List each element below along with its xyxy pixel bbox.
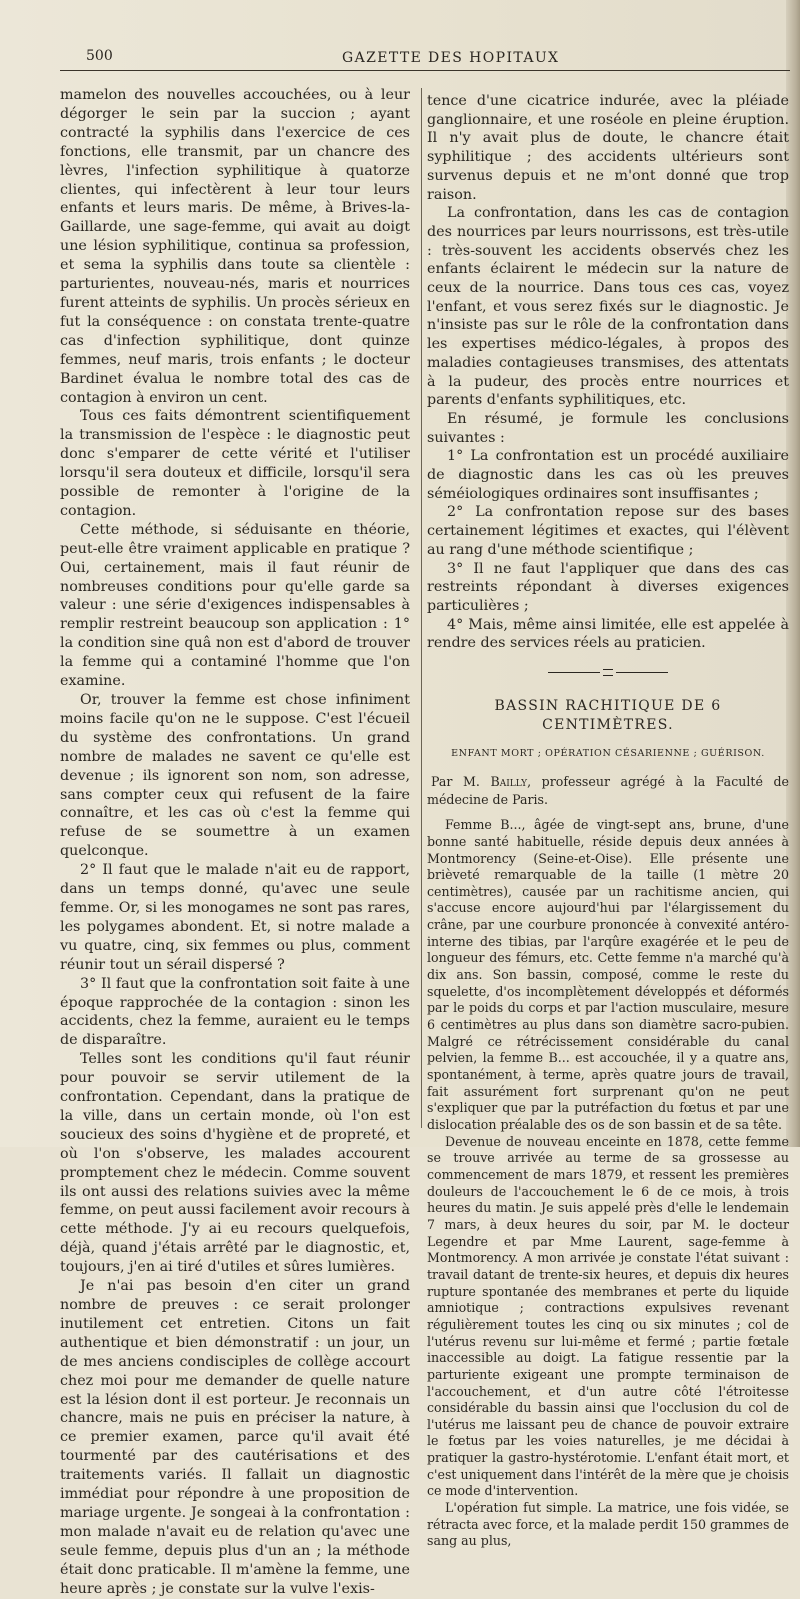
paragraph: 4° Mais, même ainsi limitée, elle est appelée à rendre des services réels au praticien. [427, 616, 789, 652]
author-affiliation: professeur agrégé à la Faculté de médecine de Paris. [427, 774, 789, 808]
author-name: Bailly, [490, 774, 532, 790]
article-author [427, 773, 789, 809]
paragraph: Je n'ai pas besoin d'en citer un grand nombre de preuves : ce serait prolonger inutilement cet entretien. Citons un fait authentique et bien démonstratif : un jour, un de mes anciens condisciples de collège accourt chez moi pour me demander de quelle nature est la lésion dont il est porteur. Je reconnais un chancre, mais ne puis en préciser la nature, à ce premier examen, parce qu'il avait été tourmenté par des cautérisations et des traitements variés. Il fallait un diagnostic immédiat pour répondre à une proposition de mariage urgente. Je songeai à la confrontation : mon malade n'avait eu de relation qu'avec une seule femme, depuis plus d'un an ; la méthode était donc praticable. Il m'amène la femme, une heure après ; je constate sur la vulve l'exis- [60, 1278, 410, 1597]
header-rule [60, 70, 790, 71]
author-prefix: Par M. [431, 774, 480, 790]
paragraph: Devenue de nouveau enceinte en 1878, cette femme se trouve arrivée au terme de sa grossesse au commencement de mars 1879, et ressent les premières douleurs de l'accouchement le 6 de ce mois, à trois heures du matin. Je suis appelé près d'elle le lendemain 7 mars, à deux heures du soir, par M. le docteur Legendre et par Mme Laurent, sage-femme à Montmorency. A mon arrivée je constate l'état suivant : travail datant de trente-six heures, et depuis dix heures rupture spontanée des membranes et perte du liquide amniotique ; contractions expulsives revenant régulièrement toutes les cinq ou six minutes ; col de l'utérus revenu sur lui-même et fermé ; partie fœtale inaccessible au doigt. La fatigue ressentie par la parturiente exigeant une prompte terminaison de l'accouchement, et d'un autre côté l'étroitesse considérable du bassin ainsi que l'occlusion du col de l'utérus me laissant peu de chance de pouvoir extraire le fœtus par les voies naturelles, je me décidai à pratiquer la gastro-hystérotomie. L'enfant était mort, et c'est uniquement dans l'intérêt de la mère que je choisis ce mode d'intervention. [427, 1133, 789, 1499]
paragraph: Tous ces faits démontrent scientifiquement la transmission de l'espèce : le diagnostic peut donc s'emparer de cette vérité et l'utiliser lorsqu'il sera douteux et difficile, lorsqu'il sera possible de remonter à l'origine de la contagion. [60, 408, 410, 519]
paragraph: Or, trouver la femme est chose infiniment moins facile qu'on ne le suppose. C'est l'écueil du système des confrontations. Un grand nombre de malades ne savent ce qu'elle est devenue ; ils ignorent son nom, son adresse, sans compter ceux qui refusent de la faire connaître, et les cas où c'est la femme qui refuse de se soumettre à un examen quelconque. [60, 692, 410, 860]
paragraph: La confrontation, dans les cas de contagion des nourrices par leurs nourrissons, est très-utile : très-souvent les accidents observés chez les enfants éclairent le médecin sur la nature de ceux de la nourrice. Dans tous ces cas, voyez l'enfant, et vous serez fixés sur le diagnostic. Je n'insiste pas sur le rôle de la confrontation dans les expertises médico-légales, à propos des maladies contagieuses transmises, des attentats à la pudeur, des procès entre nourrices et parents d'enfants syphilitiques, etc. [427, 205, 789, 409]
paragraph: L'opération fut simple. La matrice, une fois vidée, se rétracta avec force, et la malade perdit 150 grammes de sang au plus, [427, 1500, 789, 1549]
paragraph: 1° La confrontation est un procédé auxiliaire de diagnostic dans les cas où les preuves séméiologiques ordinaires sont insuffisantes ; [427, 448, 789, 502]
paragraph: 2° Il faut que le malade n'ait eu de rapport, dans un temps donné, qu'avec une seule femme. Or, si les monogames ne sont pas rares, les polygames abondent. Et, si notre malade a vu quatre, cinq, six femmes ou plus, comment réunir tout un sérail dispersé ? [60, 862, 410, 973]
paragraph: Cette méthode, si séduisante en théorie, peut-elle être vraiment applicable en pratique ? Oui, certainement, mais il faut réunir de nombreuses conditions pour qu'elle garde sa valeur : une série d'exigences indispensables à remplir restreint beaucoup son application : 1° la condition sine quâ non est d'abord de trouver la femme qui a contaminé l'homme que l'on examine. [60, 521, 410, 690]
paragraph: Telles sont les conditions qu'il faut réunir pour pouvoir se servir utilement de la confrontation. Cependant, dans la pratique de la ville, dans un certain monde, où l'on est soucieux des soins d'hygiène et de propreté, et où l'on s'observe, les malades accourent promptement chez le médecin. Comme souvent ils ont aussi des relations suivies avec la même femme, on peut aussi facilement avoir recours à cette méthode. J'y ai eu recours quelquefois, déjà, quand j'étais arrêté par le diagnostic, et, toujours, j'en ai tiré d'utiles et sûres lumières. [60, 1051, 410, 1276]
left-column [60, 86, 410, 1599]
paragraph: mamelon des nouvelles accouchées, ou à leur dégorger le sein par la succion ; ayant contracté la syphilis dans l'exercice de ces fonctions, elle transmit, par un chancre des lèvres, l'infection syphilitique à quatorze clientes, qui infectèrent à leur tour leurs enfants et leurs maris. De même, à Brives-la-Gaillarde, une sage-femme, qui avait au doigt une lésion syphilitique, continua sa profession, et sema la syphilis dans toute sa clientèle : parturientes, nouveau-nés, maris et nourrices furent atteints de syphilis. Un procès sérieux en fut la conséquence : on constata trente-quatre cas d'infection syphilitique, dont quinze femmes, neuf maris, trois enfants ; le docteur Bardinet évalua le nombre total des cas de contagion à environ un cent. [60, 87, 410, 406]
page-number: 500 [86, 48, 113, 64]
section-separator [427, 667, 789, 677]
paragraph: tence d'une cicatrice indurée, avec la pléiade ganglionnaire, et une roséole en pleine éruption. Il n'y avait plus de doute, le chancre était syphilitique ; des accidents ultérieurs sont survenus depuis et ne m'ont donné que trop raison. [427, 93, 789, 203]
paragraph: En résumé, je formule les conclusions suivantes : [427, 410, 789, 446]
paragraph: 3° Il ne faut l'appliquer que dans des cas restreints répondant à diverses exigences particulières ; [427, 560, 789, 614]
column-divider [421, 88, 422, 1128]
article-title: BASSIN RACHITIQUE DE 6 CENTIMÈTRES. [494, 698, 722, 733]
right-column [427, 92, 789, 1550]
journal-title: GAZETTE DES HOPITAUX [342, 50, 560, 66]
paragraph: 3° Il faut que la confrontation soit faite à une époque rapprochée de la contagion : sinon les accidents, chez la femme, auraient eu le temps de disparaître. [60, 975, 410, 1049]
article-body [427, 817, 789, 1550]
page-header [60, 44, 790, 72]
paragraph: Femme B..., âgée de vingt-sept ans, brune, d'une bonne santé habituelle, réside depuis deux années à Montmorency (Seine-et-Oise). Elle présente une brièveté remarquable de la taille (1 mètre 20 centimètres), causée par un rachitisme ancien, qui s'accuse encore aujourd'hui par l'élargissement du crâne, par une courbure prononcée à convexité antéro-interne des tibias, par l'arqûre exagérée et le peu de longueur des fémurs, etc. Cette femme n'a marché qu'à dix ans. Son bassin, composé, comme le reste du squelette, d'os incomplètement développés et déformés par le poids du corps et par l'action musculaire, mesure 6 centimètres au plus dans son diamètre sacro-pubien. Malgré ce rétrécissement considérable du canal pelvien, la femme B... est accouchée, il y a quatre ans, spontanément, à terme, après quatre jours de travail, fait assurément fort surprenant qu'on ne peut s'expliquer que par la putréfaction du fœtus et par une dislocation préalable des os de son bassin et de sa tête. [427, 817, 789, 1133]
article-subtitle: ENFANT MORT ; OPÉRATION CÉSARIENNE ; GUÉRISON. [451, 747, 765, 759]
paragraph: 2° La confrontation repose sur des bases certainement légitimes et exactes, qui l'élèvent au rang d'une méthode scientifique ; [427, 504, 789, 558]
